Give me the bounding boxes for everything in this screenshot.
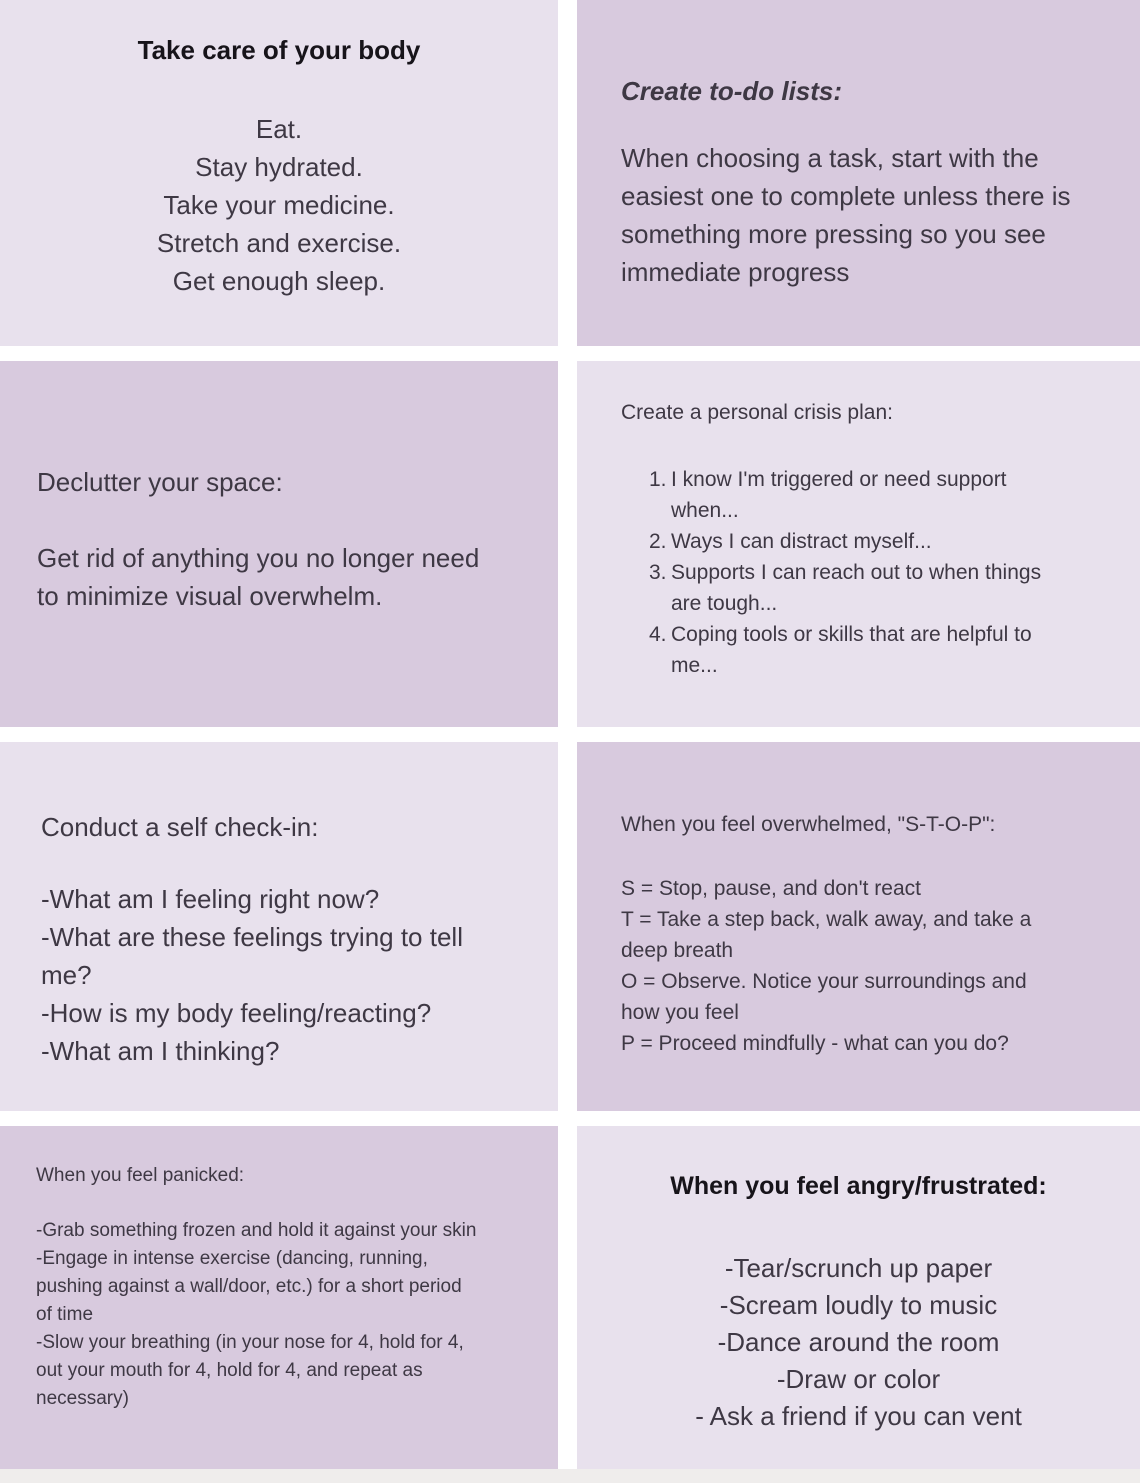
card-take-care-of-body xyxy=(0,0,558,346)
card-when-panicked xyxy=(0,1126,558,1469)
paragraph-line: immediate progress xyxy=(621,257,850,287)
list-item: -Tear/scrunch up paper xyxy=(724,1253,993,1283)
list-item: -What am I thinking? xyxy=(41,1036,280,1066)
card-title-create-todo-lists: Create to-do lists: xyxy=(621,76,843,106)
list-item: -What am I feeling right now? xyxy=(41,884,380,914)
list-item: P = Proceed mindfully - what can you do? xyxy=(621,1032,1009,1055)
list-item: -Engage in intense exercise (dancing, running, xyxy=(36,1248,428,1269)
declutter-paragraph xyxy=(37,539,542,615)
list-number: 3. xyxy=(649,561,667,584)
list-item: out your mouth for 4, hold for 4, and repeat as xyxy=(36,1360,423,1381)
list-item: 2. Ways I can distract myself... xyxy=(649,526,1124,557)
check-in-list xyxy=(41,880,542,1070)
card-create-todo-lists xyxy=(577,0,1140,346)
list-item: -Draw or color xyxy=(776,1364,941,1394)
list-item: pushing against a wall/door, etc.) for a short period xyxy=(36,1276,462,1297)
list-item: Stretch and exercise. xyxy=(156,228,402,258)
list-item: -Grab something frozen and hold it against your skin xyxy=(36,1220,477,1241)
card-declutter-your-space xyxy=(0,361,558,727)
list-item: 4. Coping tools or skills that are helpful to me... xyxy=(649,619,1124,681)
card-self-check-in xyxy=(0,742,558,1111)
card-title-declutter-your-space: Declutter your space: xyxy=(37,467,283,497)
todo-paragraph xyxy=(621,139,1124,291)
paragraph-line: Get rid of anything you no longer need xyxy=(37,543,480,573)
list-item: -Slow your breathing (in your nose for 4, hold for 4, xyxy=(36,1332,464,1353)
list-number: 2. xyxy=(649,530,667,553)
list-item: - Ask a friend if you can vent xyxy=(695,1401,1022,1431)
list-item: -What are these feelings trying to tell xyxy=(41,922,463,952)
card-title-self-check-in: Conduct a self check-in: xyxy=(41,812,319,842)
list-item: me? xyxy=(41,960,92,990)
list-item: of time xyxy=(36,1304,94,1325)
list-number: 4. xyxy=(649,623,667,646)
card-title-stop-method: When you feel overwhelmed, "S-T-O-P": xyxy=(621,813,996,836)
list-item: -Dance around the room xyxy=(717,1327,1000,1357)
crisis-plan-list xyxy=(621,464,1124,681)
card-stop-method xyxy=(577,742,1140,1111)
panicked-list xyxy=(36,1217,542,1413)
list-item: -How is my body feeling/reacting? xyxy=(41,998,432,1028)
list-item: Stay hydrated. xyxy=(195,152,363,182)
card-title-personal-crisis-plan: Create a personal crisis plan: xyxy=(621,401,893,424)
stop-method-list xyxy=(621,873,1124,1059)
card-personal-crisis-plan xyxy=(577,361,1140,727)
list-item: O = Observe. Notice your surroundings and xyxy=(621,970,1027,993)
list-item: 1. I know I'm triggered or need support when... xyxy=(649,464,1124,526)
card-when-angry-frustrated xyxy=(577,1126,1140,1469)
card-title-when-angry-frustrated: When you feel angry/frustrated: xyxy=(670,1172,1047,1200)
list-item: T = Take a step back, walk away, and take a xyxy=(621,908,1032,931)
angry-list xyxy=(577,1250,1140,1435)
list-item: how you feel xyxy=(621,1001,739,1024)
list-item: Take your medicine. xyxy=(163,190,395,220)
paragraph-line: When choosing a task, start with the xyxy=(621,143,1039,173)
card-title-take-care-of-body: Take care of your body xyxy=(137,35,421,65)
list-item: necessary) xyxy=(36,1388,129,1409)
body-care-list xyxy=(0,110,558,300)
list-item: deep breath xyxy=(621,939,734,962)
list-item: -Scream loudly to music xyxy=(719,1290,998,1320)
bottom-gray-strip xyxy=(0,1469,1140,1483)
paragraph-line: easiest one to complete unless there is xyxy=(621,181,1071,211)
list-number: 1. xyxy=(649,468,667,491)
list-item: S = Stop, pause, and don't react xyxy=(621,877,921,900)
list-item: 3. Supports I can reach out to when things are tough... xyxy=(649,557,1124,619)
list-item: Get enough sleep. xyxy=(172,266,386,296)
list-item: Eat. xyxy=(255,114,303,144)
paragraph-line: something more pressing so you see xyxy=(621,219,1046,249)
paragraph-line: to minimize visual overwhelm. xyxy=(37,581,383,611)
card-title-when-panicked: When you feel panicked: xyxy=(36,1165,245,1186)
